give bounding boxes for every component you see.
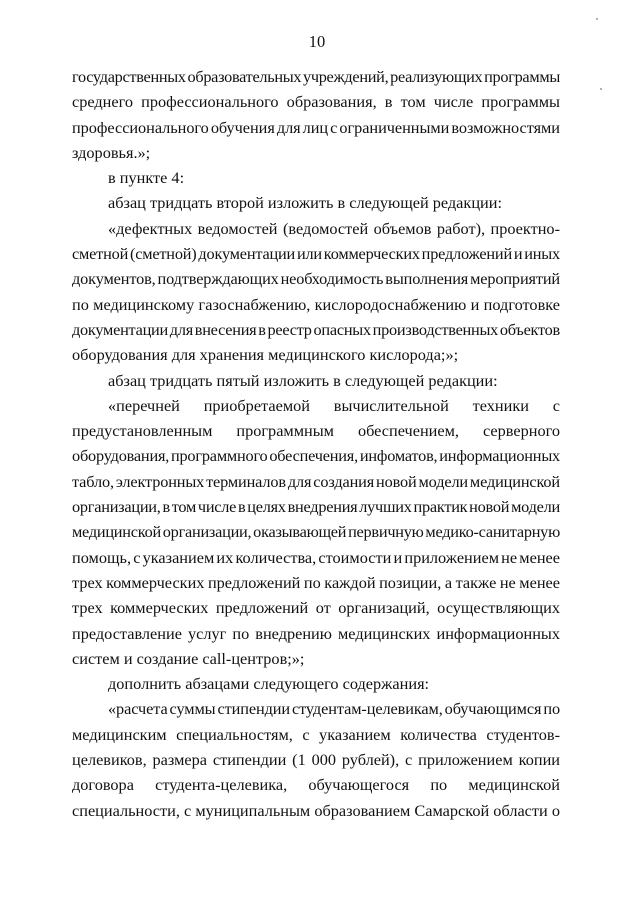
text-line-content: в пункте 4: bbox=[108, 168, 185, 188]
text-line-content: документов, подтверждающих необходимость выполнения мероприятий bbox=[72, 269, 560, 289]
text-line bbox=[72, 292, 560, 317]
text-line bbox=[72, 621, 560, 646]
text-line bbox=[72, 266, 560, 291]
text-line-content: «перечней приобретаемой вычислительной техники с bbox=[108, 395, 560, 415]
text-line-content: специальности, с муниципальным образованием Самарской области о bbox=[72, 800, 560, 820]
text-line bbox=[72, 469, 560, 494]
text-line-content: абзац тридцать второй изложить в следующей редакции: bbox=[108, 193, 502, 213]
text-line bbox=[72, 519, 560, 544]
text-line-content: медицинским специальностям, с указанием количества студентов- bbox=[72, 724, 560, 744]
text-line-content: абзац тридцать пятый изложить в следующей редакции: bbox=[108, 370, 498, 390]
text-line bbox=[72, 443, 560, 468]
text-line bbox=[72, 772, 560, 797]
text-line bbox=[72, 393, 560, 418]
text-line-content: трех коммерческих предложений по каждой позиции, а также не менее bbox=[72, 572, 560, 592]
text-line bbox=[72, 241, 560, 266]
text-line-content: организации, в том числе в целях внедрения лучших практик новой модели bbox=[72, 497, 560, 517]
text-line-content: дополнить абзацами следующего содержания: bbox=[108, 674, 430, 694]
text-line bbox=[72, 747, 560, 772]
text-line bbox=[72, 165, 560, 190]
text-line bbox=[72, 89, 560, 114]
text-line-content: профессионального обучения для лиц с ограниченными возможностями bbox=[72, 117, 560, 137]
text-line bbox=[72, 216, 560, 241]
text-line-content: здоровья.»; bbox=[72, 142, 151, 162]
text-line bbox=[72, 368, 560, 393]
text-line-content: табло, электронных терминалов для создания новой модели медицинской bbox=[72, 471, 560, 491]
text-line-content: по медицинскому газоснабжению, кислородоснабжению и подготовке bbox=[72, 294, 560, 314]
text-line bbox=[72, 696, 560, 721]
text-line-content: сметной (сметной) документации или коммерческих предложений и иных bbox=[72, 244, 560, 264]
text-line-content: «расчета суммы стипендии студентам-целевикам, обучающимся по bbox=[108, 699, 560, 719]
text-line-content: целевиков, размера стипендии (1 000 рублей), с приложением копии bbox=[72, 750, 560, 770]
text-line bbox=[72, 646, 560, 671]
text-line-content: трех коммерческих предложений от организаций, осуществляющих bbox=[72, 598, 560, 618]
text-line bbox=[72, 595, 560, 620]
text-line-content: систем и создание call-центров;»; bbox=[72, 648, 305, 668]
text-line-content: государственных образовательных учреждений, реализующих программы bbox=[72, 67, 560, 86]
text-line bbox=[72, 115, 560, 140]
text-line bbox=[72, 190, 560, 215]
text-line-content: оборудования для хранения медицинского кислорода;»; bbox=[72, 345, 459, 365]
text-line bbox=[72, 494, 560, 519]
scan-speck bbox=[596, 18, 598, 20]
text-line-content: оборудования, программного обеспечения, инфоматов, информационных bbox=[72, 446, 560, 466]
text-line-content: предоставление услуг по внедрению медицинских информационных bbox=[72, 623, 560, 643]
text-line-content: документации для внесения в реестр опасных производственных объектов bbox=[72, 319, 560, 339]
text-line-content: «дефектных ведомостей (ведомостей объемов работ), проектно- bbox=[108, 218, 560, 238]
text-line bbox=[72, 545, 560, 570]
text-line bbox=[72, 342, 560, 367]
text-line bbox=[72, 64, 560, 89]
document-body bbox=[72, 64, 560, 823]
text-line bbox=[72, 722, 560, 747]
text-line-content: среднего профессионального образования, в том числе программы bbox=[72, 92, 560, 112]
text-line-content: договора студента-целевика, обучающегося по медицинской bbox=[72, 775, 560, 795]
text-line bbox=[72, 798, 560, 823]
text-line bbox=[72, 317, 560, 342]
text-line bbox=[72, 671, 560, 696]
text-line-content: предустановленным программным обеспечением, серверного bbox=[72, 421, 560, 441]
text-line bbox=[72, 418, 560, 443]
page-number: 10 bbox=[308, 32, 326, 51]
text-line-content: помощь, с указанием их количества, стоимости и приложением не менее bbox=[72, 547, 560, 567]
scan-speck bbox=[600, 88, 602, 90]
text-line bbox=[72, 140, 560, 165]
text-line-content: медицинской организации, оказывающей первичную медико-санитарную bbox=[72, 522, 560, 542]
text-line bbox=[72, 570, 560, 595]
